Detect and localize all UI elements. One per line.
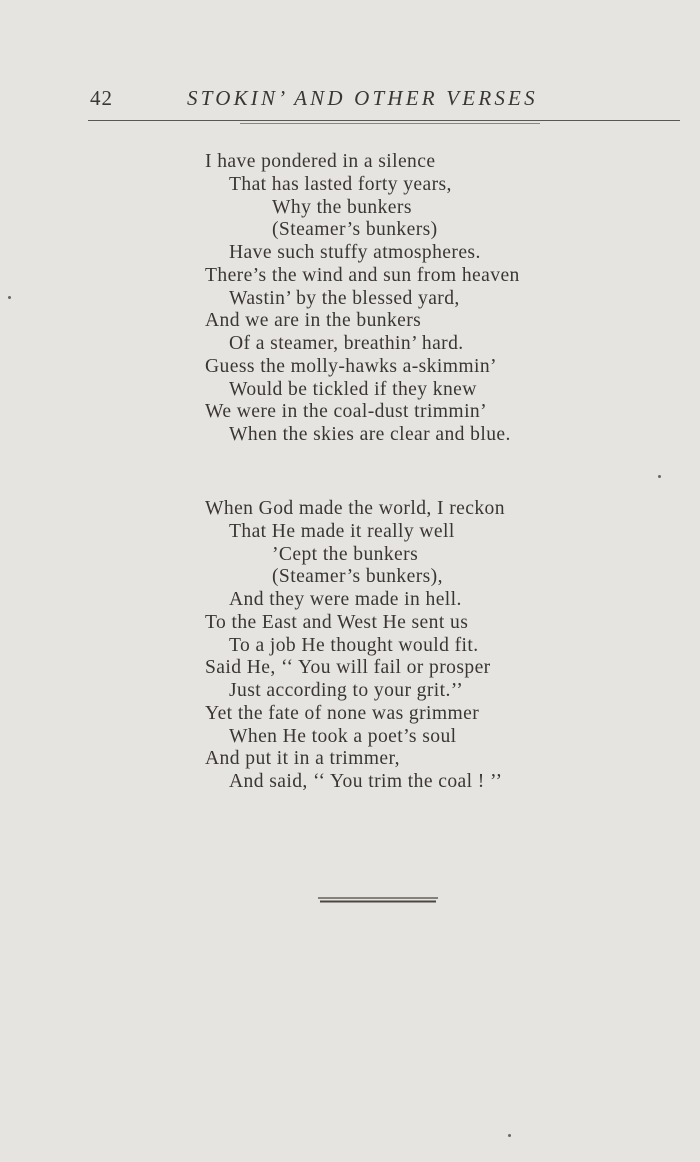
paper-speck [8,296,11,299]
poem-line: I have pondered in a silence [205,151,436,172]
poem-line: When God made the world, I reckon [205,498,505,519]
poem-line: We were in the coal-dust trimmin’ [205,401,488,423]
paper-speck [658,475,661,478]
header-rule [88,120,680,121]
end-ornament-rule [318,894,438,906]
poem-line: Said He, ‘‘ You will fail or prosper [205,657,491,679]
poem-line: Yet the fate of none was grimmer [205,702,480,724]
header-rule-secondary [240,123,540,124]
poem-line: Wastin’ by the blessed yard, [229,287,460,309]
poem-line: (Steamer’s bunkers) [272,219,438,241]
running-title: STOKIN’ AND OTHER VERSES [187,86,538,110]
poem-line: And said, ‘‘ You trim the coal ! ’’ [229,771,503,792]
poem-line: That He made it really well [229,520,455,542]
poem-line: (Steamer’s bunkers), [272,566,443,588]
poem-line: To the East and West He sent us [205,611,469,633]
poem-line: When He took a poet’s soul [229,725,457,747]
page-number: 42 [90,86,113,110]
poem-line: And they were made in hell. [229,589,462,610]
poem-line: That has lasted forty years, [229,173,452,195]
poem-line: Would be tickled if they knew [229,378,477,400]
poem-line: Of a steamer, breathin’ hard. [229,333,464,354]
poem-line: Guess the molly-hawks a-skimmin’ [205,355,497,377]
paper-speck [508,1134,511,1137]
poem-line: When the skies are clear and blue. [229,424,511,445]
poem-line: ’Cept the bunkers [272,543,419,565]
poem-line: Just according to your grit.’’ [229,680,464,701]
poem-line: And we are in the bunkers [205,310,422,332]
poem-line: There’s the wind and sun from heaven [205,264,520,286]
poem-line: Why the bunkers [272,196,412,218]
stanza-2 [205,498,505,794]
poem-line: To a job He thought would fit. [229,634,479,656]
poem-line: Have such stuffy atmospheres. [229,242,481,263]
poem-line: And put it in a trimmer, [205,748,400,770]
stanza-1 [205,151,520,447]
